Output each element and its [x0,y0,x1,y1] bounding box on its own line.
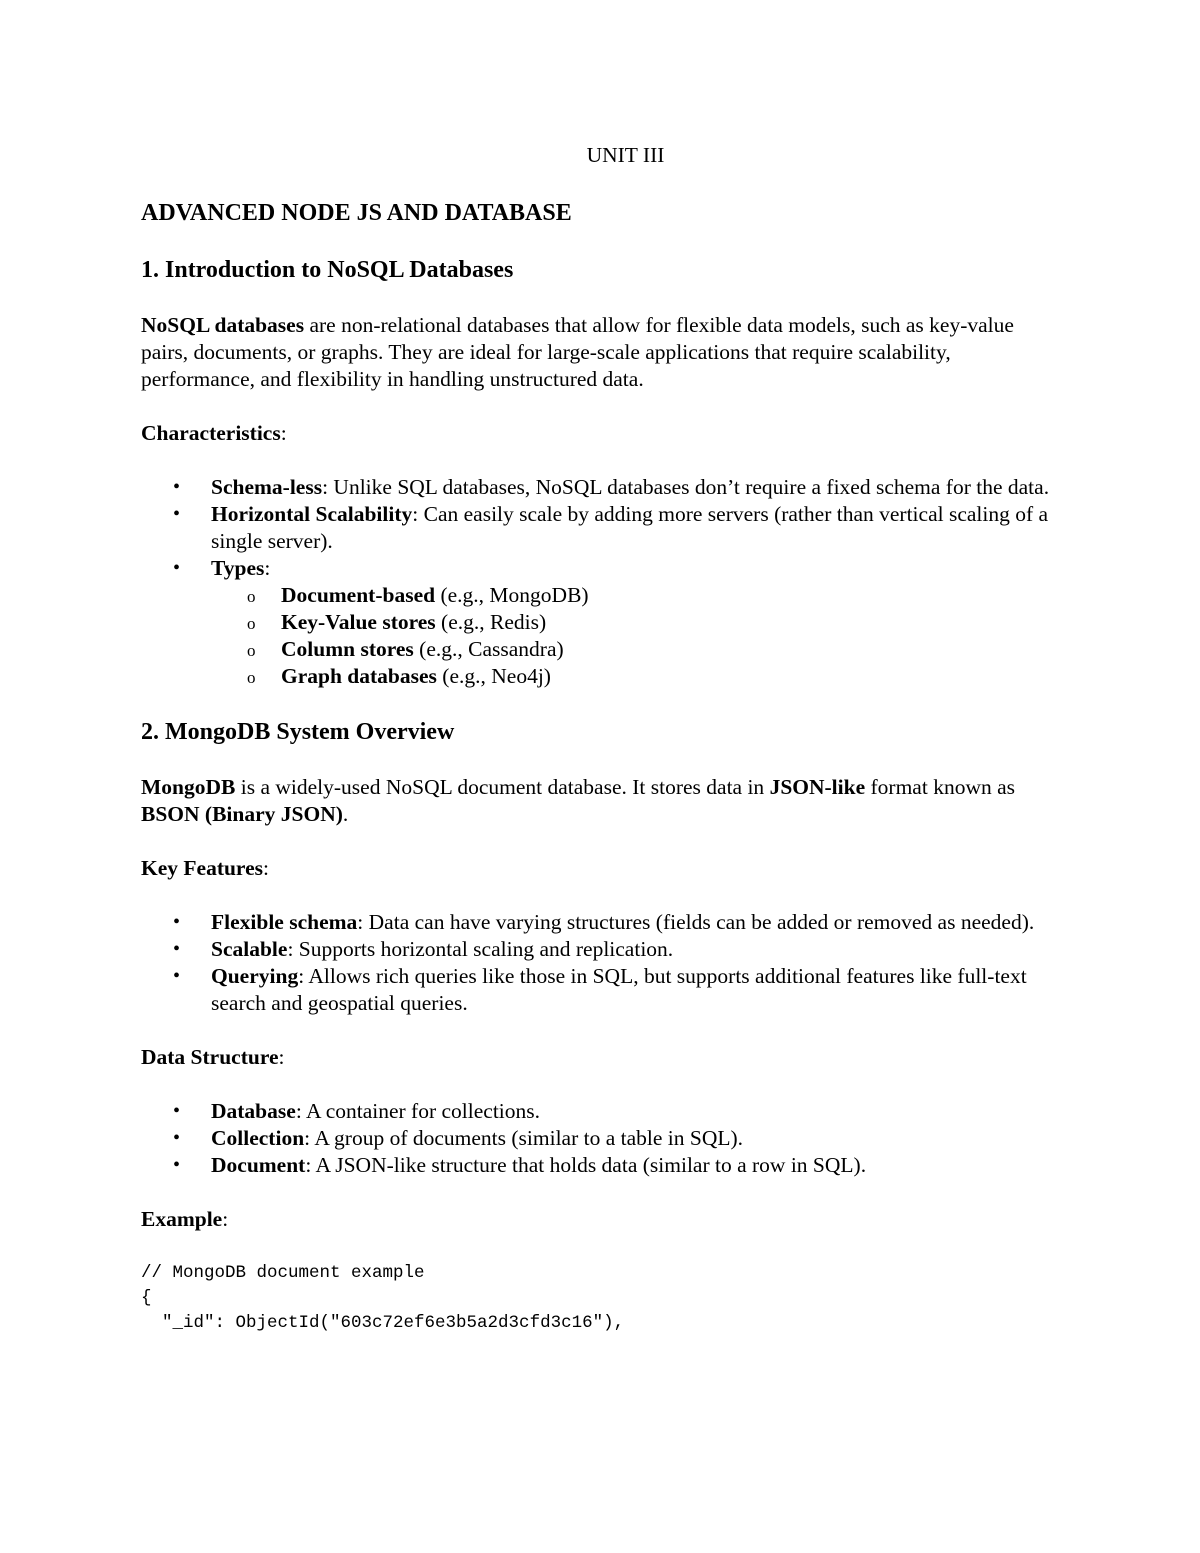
list-item: • Document: A JSON-like structure that holds data (similar to a row in SQL). [173,1153,867,1177]
section1-intro [141,312,1056,393]
list-item: • Types: o Document-based (e.g., MongoDB) o Key-Value stores (e.g., Redis) o Column stores (e.g., Cassandra) o Graph databases (e.g., Neo4j) [141,555,1056,690]
data-structure-list [141,1098,1056,1179]
bullet-icon: • [173,938,181,960]
code-line: { [141,1288,152,1308]
sub-bullet-icon: o [247,587,256,606]
bullet-icon: • [173,503,181,525]
data-structure-label: Data Structure: [141,1045,285,1069]
list-item: o Key-Value stores (e.g., Redis) [211,609,1056,636]
characteristics-label: Characteristics: [141,421,287,445]
main-title: ADVANCED NODE JS AND DATABASE [141,200,572,226]
list-item: • Schema-less: Unlike SQL databases, NoSQL databases don’t require a fixed schema for the data. [173,475,1050,499]
bullet-icon: • [173,557,181,579]
example-label: Example: [141,1207,229,1231]
bullet-icon: • [173,1154,181,1176]
list-item: o Document-based (e.g., MongoDB) [211,582,1056,609]
section2-heading: 2. MongoDB System Overview [141,719,455,745]
code-line: "_id": ObjectId("603c72ef6e3b5a2d3cfd3c16"), [141,1313,625,1333]
nosql-term: NoSQL databases [141,313,305,337]
bullet-icon: • [173,476,181,498]
types-list [211,582,1056,690]
bullet-icon: • [173,911,181,933]
list-item: • Flexible schema: Data can have varying structures (fields can be added or removed as needed). [173,910,1035,934]
section1-heading: 1. Introduction to NoSQL Databases [141,257,514,283]
section2-intro: MongoDB is a widely-used NoSQL document database. It stores data in JSON-like format known as BSON (Binary JSON). [141,775,1016,826]
list-item: • Collection: A group of documents (similar to a table in SQL). [173,1126,744,1150]
bullet-icon: • [173,1100,181,1122]
list-item: • Querying: Allows rich queries like those in SQL, but supports additional features like full-text search and geospatial queries. [173,964,1027,1015]
code-line: // MongoDB document example [141,1263,425,1283]
list-item: • Horizontal Scalability: Can easily scale by adding more servers (rather than vertical scaling of a single server). [173,502,1049,553]
code-block [141,1261,1056,1336]
unit-label: UNIT III [586,143,665,167]
sub-bullet-icon: o [247,641,256,660]
sub-bullet-icon: o [247,614,256,633]
list-item: • Database: A container for collections. [173,1099,541,1123]
list-item: • Scalable: Supports horizontal scaling and replication. [173,937,674,961]
bullet-icon: • [173,965,181,987]
bullet-icon: • [173,1127,181,1149]
document-page [141,140,1056,1336]
sub-bullet-icon: o [247,668,256,687]
section1-intro-text: are non-relational databases that allow for flexible data models, such as key-value pairs, documents, or graphs. They are ideal for large-scale applications that require scalability, performance, and flexibility in handling unstructured data. [141,313,1014,391]
list-item: o Column stores (e.g., Cassandra) [211,636,1056,663]
key-features-list [141,909,1056,1017]
list-item: o Graph databases (e.g., Neo4j) [211,663,1056,690]
characteristics-list [141,474,1056,690]
key-features-label: Key Features: [141,856,269,880]
